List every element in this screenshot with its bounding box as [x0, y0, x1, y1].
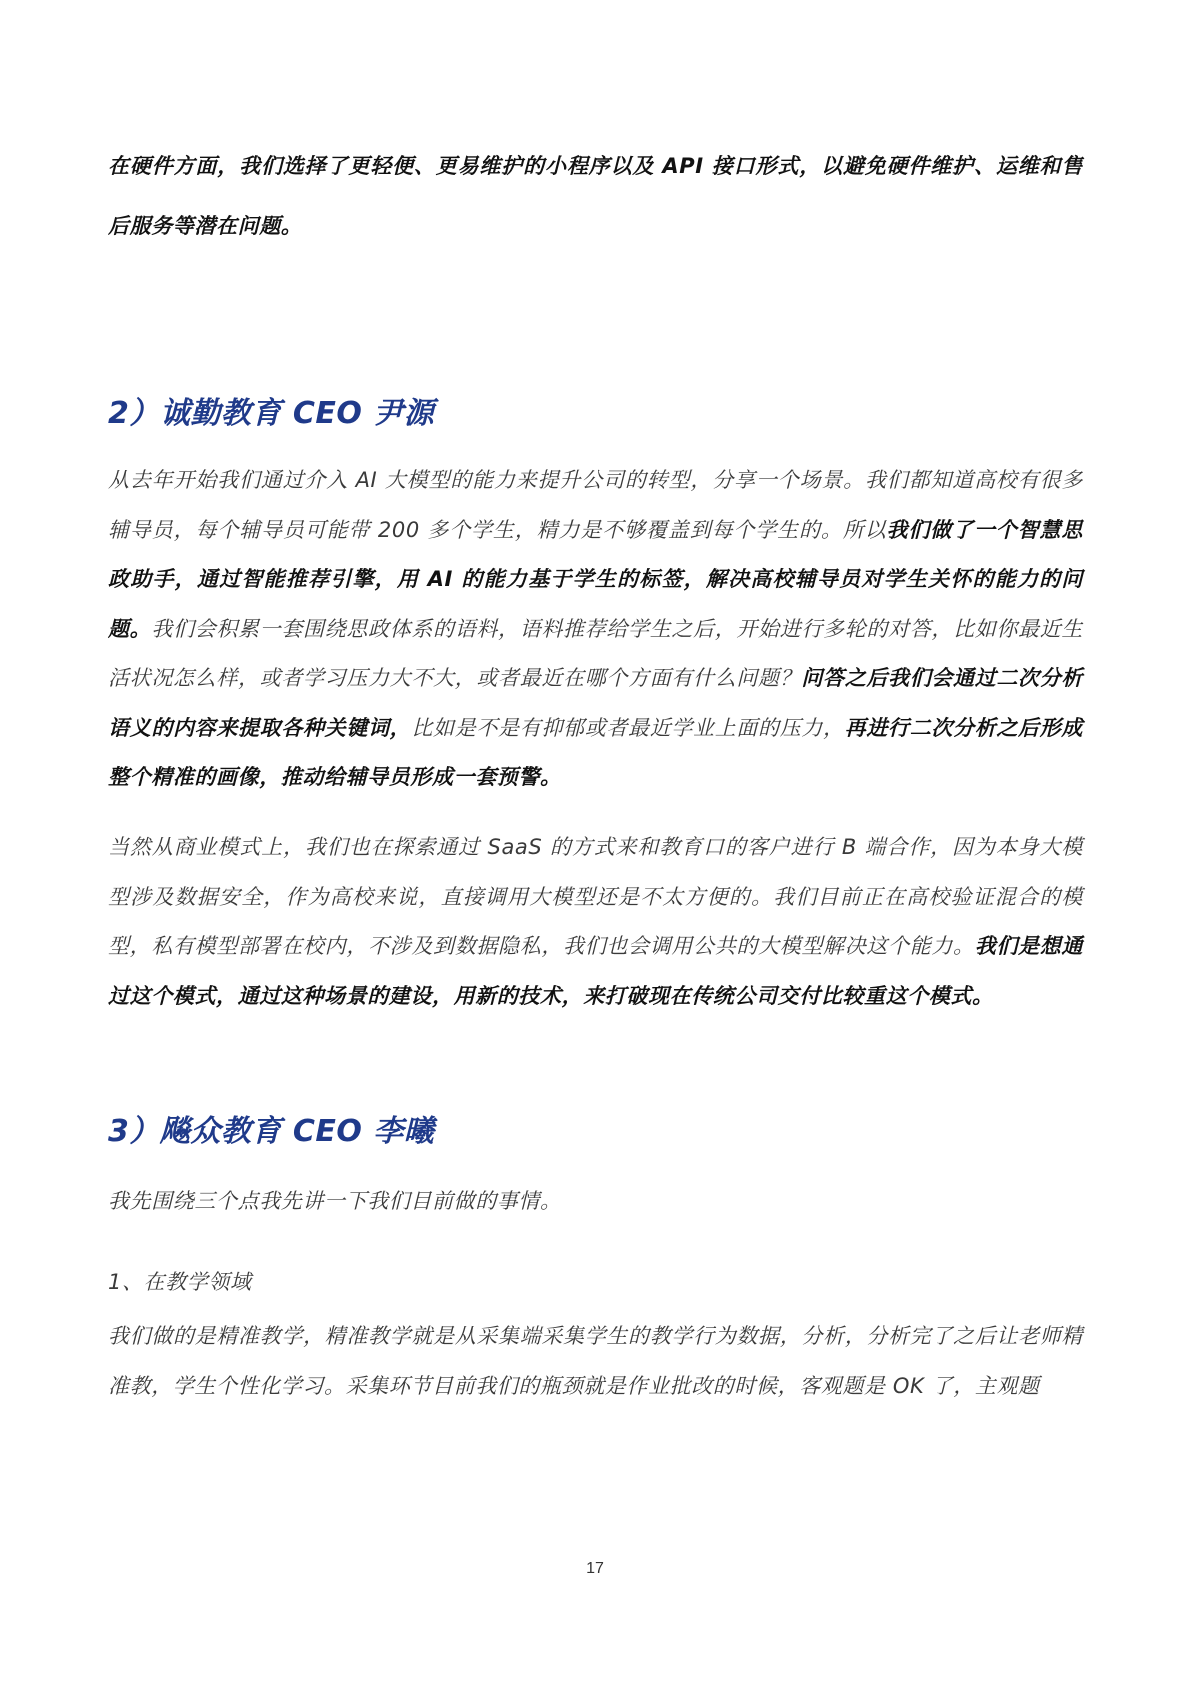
bold-run: 再进行二次分析之后形成整个精准的画像，推动给辅导员形成一套预警。: [108, 715, 1083, 789]
section-2-heading: 2）诚勤教育 CEO 尹源: [108, 396, 435, 431]
bold-run: 我们是想通过这个模式，通过这种场景的建设，用新的技术，来打破现在传统公司交付比较重这个模式。: [108, 934, 1084, 1008]
section-3-paragraph-1: 我们做的是精准教学，精准教学就是从采集端采集学生的教学行为数据，分析，分析完了之后让老师精准教，学生个性化学习。采集环节目前我们的瓶颈就是作业批改的时候，客观题是 OK 了，主观题: [108, 1324, 1083, 1398]
text-run: 当然从商业模式上，我们也在探索通过 SaaS 的方式来和教育口的客户进行 B 端合作，因为本身大模型涉及数据安全，作为高校来说，直接调用大模型还是不太方便的。我们目前正在高校验证混合的模型，私有模型部署在校内，不涉及到数据隐私，我们也会调用公共的大模型解决这个能力。: [108, 835, 1083, 958]
text-run: 从去年开始我们通过介入 AI 大模型的能力来提升公司的转型，分享一个场景。我们都知道高校有很多辅导员，每个辅导员可能带 200 多个学生，精力是不够覆盖到每个学生的。所以: [108, 468, 1083, 542]
section-3-heading: 3）飚众教育 CEO 李曦: [108, 1114, 435, 1149]
text-run: 我们会积累一套围绕思政体系的语料，语料推荐给学生之后，开始进行多轮的对答，比如你最近生活状况怎么样，或者学习压力大不大，或者最近在哪个方面有什么问题？: [108, 616, 1084, 690]
text-run: 比如是不是有抑郁或者最近学业上面的压力，: [411, 715, 845, 740]
section-3-intro: 我先围绕三个点我先讲一下我们目前做的事情。: [108, 1189, 562, 1213]
bold-run: 我们做了一个智慧思政助手，通过智能推荐引擎，用 AI 的能力基于学生的标签，解决高校辅导员对学生关怀的能力的问题。: [108, 517, 1083, 641]
intro-paragraph: 在硬件方面，我们选择了更轻便、更易维护的小程序以及 API 接口形式，以避免硬件维护、运维和售后服务等潜在问题。: [108, 154, 1083, 238]
bold-run: 问答之后我们会通过二次分析语义的内容来提取各种关键词，: [108, 666, 1083, 740]
section-3-subheading-1: 1、在教学领域: [108, 1270, 252, 1294]
section-2-paragraph-2: [108, 823, 1083, 1021]
section-2-paragraph-1: [108, 456, 1083, 803]
page-number: 17: [586, 1560, 604, 1577]
